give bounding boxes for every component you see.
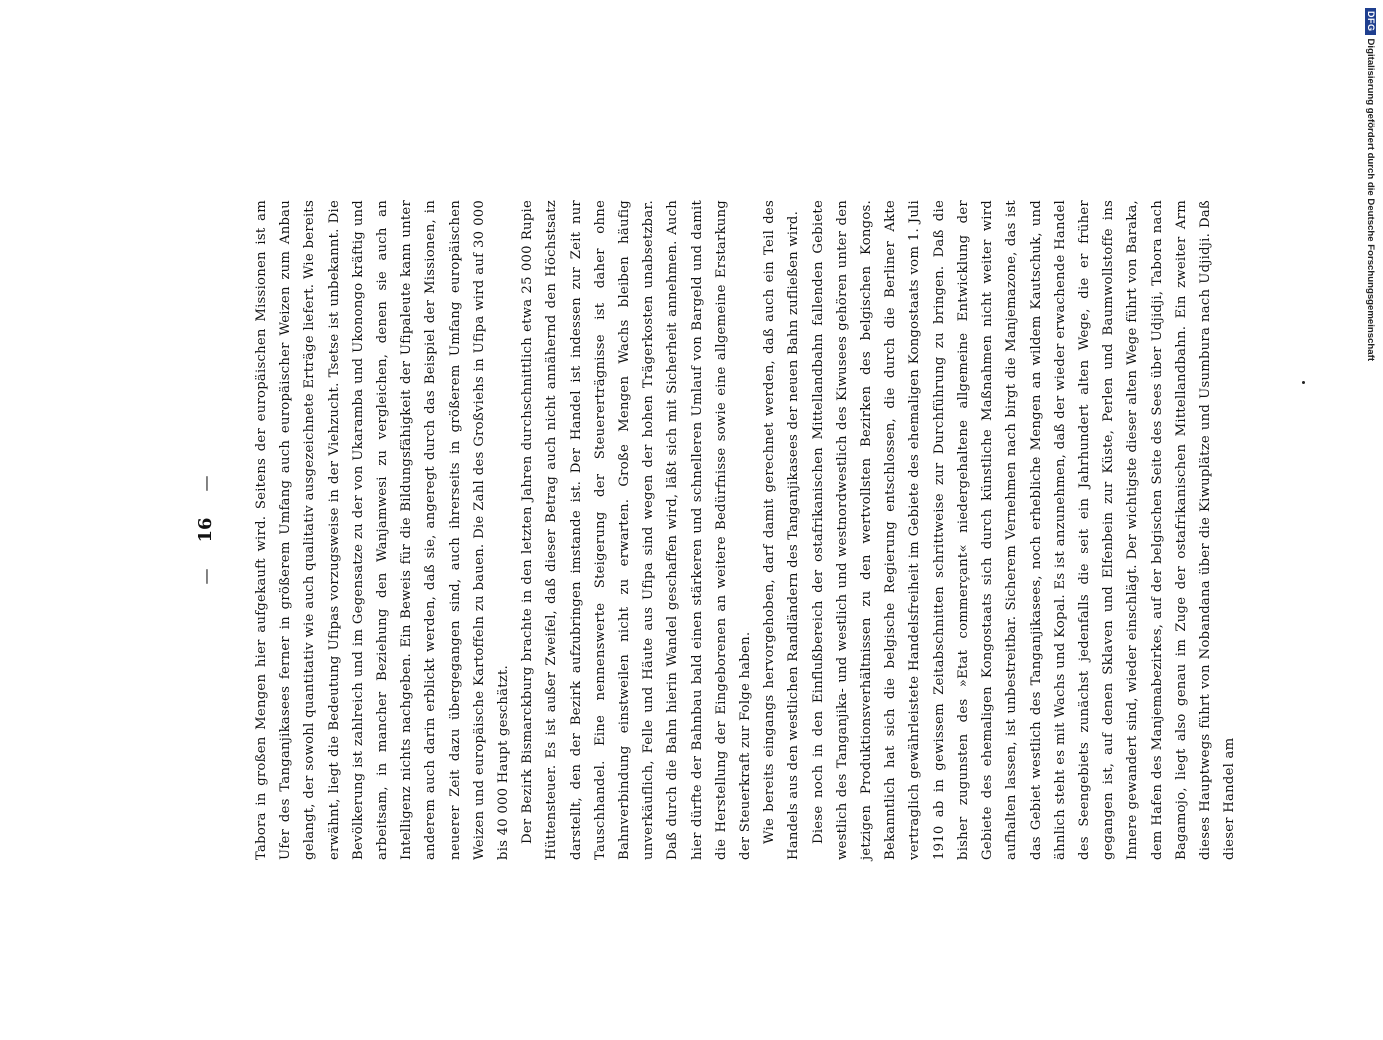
header-dash-left: — (196, 568, 215, 585)
paragraph-2: Der Bezirk Bismarckburg brachte in den letzten Jahren durchschnittlich etwa 25 000 Rupie Hüttensteuer. Es ist außer Zweifel, daß dieser Betrag auch nicht annähernd den Höchstsatz darstellt, den der Bezirk aufzubringen imstande ist. Der Handel ist indessen zur Zeit nur Tauschhandel. Eine nennenswerte Steigerung der Steuererträgnisse ist daher ohne Bahnverbindung einstweilen nicht zu erwarten. Große Mengen Wachs bleiben häufig unverkäuflich, Felle und Häute aus Ufipa sind wegen der hohen Trägerkosten unabsetzbar. Daß durch die Bahn hierin Wandel geschaffen wird, läßt sich mit Sicherheit annehmen. Auch hier dürfte der Bahnbau bald einen stärkeren und schnelleren Umlauf von Bargeld und damit die Herstellung der Eingeborenen an weitere Bedürfnisse sowie eine allgemeine Erstarkung der Steuerkraft zur Folge haben. (520, 200, 754, 860)
digitization-credit (1365, 8, 1376, 361)
paragraph-3: Wie bereits eingangs hervorgehoben, darf damit gerechnet werden, daß auch ein Teil des Handels aus den westlichen Randländern des Tanganjikasees der neuen Bahn zufließen wird. (762, 200, 802, 860)
rotated-text-block (195, 200, 1242, 860)
page-number: 16 (195, 517, 216, 543)
paragraph-4: Diese noch in den Einflußbereich der ostafrikanischen Mittellandbahn fallenden Gebiete westlich des Tanganjika- und westlich und westnordwestlich des Kiwusees gehören unter den jetzigen Produktionsverhältnissen zu den wertvollsten Bezirken des belgischen Kongos. Bekanntlich hat sich die belgische Regierung entschlossen, die durch die Berliner Akte vertraglich gewährleistete Handelsfreiheit im Gebiete des ehemaligen Kongostaats vom 1. Juli 1910 ab in gewissem Zeitabschnitten schrittweise zur Durchführung zu bringen. Daß die bisher zugunsten des »Etat commerçant« niedergehaltene allgemeine Entwicklung der Gebiete des ehemaligen Kongostaats sich durch künstliche Maßnahmen nicht weiter wird aufhalten lassen, ist unbestreitbar. Sicherem Vernehmen nach birgt die Manjemazone, das ist das Gebiet westlich des Tanganjikasees, noch erhebliche Mengen an wildem Kautschuk, und ähnlich steht es mit Wachs und Kopal. Es ist anzunehmen, daß der wieder erwachende Handel des Seengebiets zunächst jedenfalls die seit ein Jahrhundert alten Wege, die er früher gegangen ist, auf denen Sklaven und Elfenbein zur Küste, Perlen und Baumwollstoffe ins Innere gewandert sind, wieder einschlägt. Der wichtigste dieser alten Wege führt von Baraka, dem Hafen des Manjemabezirkes, auf der belgischen Seite des Sees über Udjidji, Tabora nach Bagamojo, liegt also genau im Zuge der ostafrikanischen Mittellandbahn. Ein zweiter Arm dieses Hauptwegs führt von Nobandana über die Kiwuplätze und Usumbura nach Udjidji. Daß dieser Handel am (810, 200, 1238, 860)
dfg-logo: DFG (1365, 8, 1376, 35)
scanned-page (80, 40, 1383, 1040)
header-dash-right: — (196, 475, 215, 492)
scan-speck (1302, 381, 1305, 384)
page-header (195, 200, 216, 860)
credit-text: Digitalisierung gefördert durch die Deutsche Forschungsgemeinschaft (1365, 38, 1376, 362)
paragraph-1: Tabora in großen Mengen hier aufgekauft wird. Seitens der europäischen Missionen ist am Ufer des Tanganjikasees ferner in größerem Umfang auch europäischer Weizen zum Anbau gelangt, der sowohl quantitativ wie auch qualitativ ausgezeichnete Erträge liefert. Wie bereits erwähnt, liegt die Bedeutung Ufipas vorzugsweise in der Viehzucht. Tsetse ist unbekannt. Die Bevölkerung ist zahlreich und im Gegensatze zu der von Ukaramba und Ukonongo kräftig und arbeitsam, in mancher Beziehung den Wanjamwesi zu vergleichen, denen sie auch an Intelligenz nichts nachgeben. Ein Beweis für die Bildungsfähigkeit der Ufipaleute kann unter anderem auch darin erblickt werden, daß sie, angeregt durch das Beispiel der Missionen, in neuerer Zeit dazu übergegangen sind, auch ihrerseits in größerem Umfang europäischen Weizen und europäische Kartoffeln zu bauen. Die Zahl des Großviehs in Ufipa wird auf 30 000 bis 40 000 Haupt geschätzt. (254, 200, 512, 860)
